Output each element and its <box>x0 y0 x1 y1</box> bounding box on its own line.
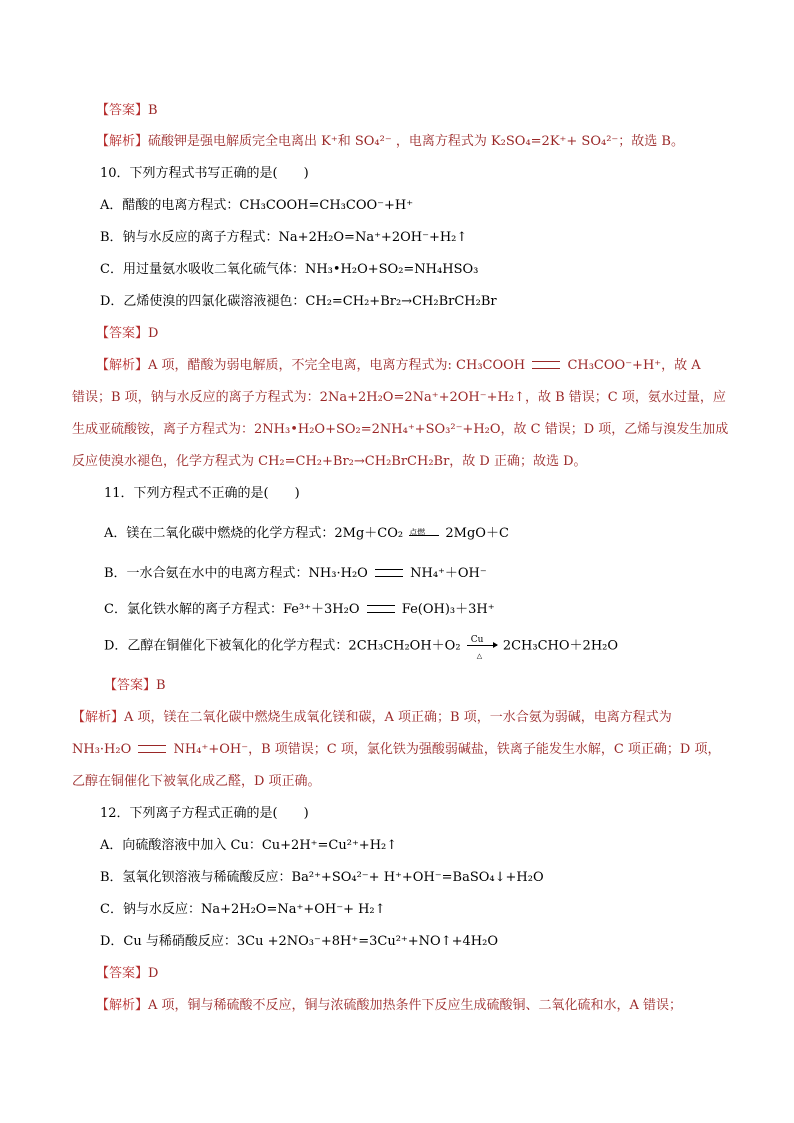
q10-option-d: D．乙烯使溴的四氯化碳溶液褪色：CH₂=CH₂+Br₂→CH₂BrCH₂Br <box>100 294 497 309</box>
q9-analysis <box>96 132 684 152</box>
q9-answer <box>96 101 158 121</box>
analysis-text: A 项，醋酸为弱电解质，不完全电离，电离方程式为: CH₃COOH <box>148 358 526 373</box>
heat-label: △ <box>476 652 483 660</box>
analysis-tag: 【解析】 <box>72 710 125 725</box>
equilibrium-arrow-icon <box>375 569 403 577</box>
q11-stem: 11．下列方程式不正确的是( ) <box>104 486 300 501</box>
answer-tag: 【答案】 <box>96 326 149 341</box>
q11-option-a <box>104 524 509 544</box>
q11-answer <box>104 676 166 696</box>
answer-value: B <box>156 678 166 693</box>
analysis-text: NH₄⁺+OH⁻，B 项错误；C 项，氯化铁为强酸弱碱盐，铁离子能发生水解，C 项正确；D 项， <box>173 742 721 757</box>
q12-analysis-line-1 <box>96 996 682 1016</box>
q11-option-d <box>104 635 619 660</box>
equation-right: NH₄⁺＋OH⁻ <box>410 566 487 581</box>
analysis-text: A 项，镁在二氧化碳中燃烧生成氧化镁和碳，A 项正确；B 项，一水合氨为弱碱，电离方程式为 <box>124 710 672 725</box>
q12-option-d: D．Cu 与稀硝酸反应：3Cu +2NO₃⁻+8H⁺=3Cu²⁺+NO↑+4H₂O <box>100 934 498 949</box>
catalyst-label: Cu <box>470 635 484 645</box>
q12-option-c: C．钠与水反应：Na+2H₂O=Na⁺+OH⁻+ H₂↑ <box>100 902 386 917</box>
answer-tag: 【答案】 <box>96 966 149 981</box>
q12-option-a: A．向硫酸溶液中加入 Cu：Cu+2H⁺=Cu²⁺+H₂↑ <box>100 838 398 853</box>
equilibrium-arrow-icon <box>138 745 166 753</box>
q12-option-b: B．氢氧化钡溶液与稀硫酸反应：Ba²⁺+SO₄²⁻+ H⁺+OH⁻=BaSO₄↓+H₂O <box>100 870 544 885</box>
equilibrium-arrow-icon <box>367 605 395 613</box>
condition-label: 点燃 <box>409 527 426 537</box>
equation-left: B．一水合氨在水中的电离方程式：NH₃·H₂O <box>104 566 368 581</box>
q11-analysis-line-2 <box>72 740 720 760</box>
answer-value: B <box>148 103 158 118</box>
q10-stem: 10．下列方程式书写正确的是( ) <box>100 166 309 181</box>
q10-analysis-line-4: 反应使溴水褪色，化学方程式为 CH₂=CH₂+Br₂→CH₂BrCH₂Br，故 D 正确；故选 D。 <box>72 454 587 469</box>
equation-left: NH₃·H₂O <box>72 742 132 757</box>
answer-value: D <box>148 966 159 981</box>
q10-answer <box>96 324 158 344</box>
analysis-tag: 【解析】 <box>96 134 149 149</box>
q10-option-a: A．醋酸的电离方程式：CH₃COOH=CH₃COO⁻+H⁺ <box>100 198 414 213</box>
q10-analysis-line-1 <box>72 356 701 376</box>
q10-analysis-line-2: 错误；B 项，钠与水反应的离子方程式为：2Na+2H₂O=2Na⁺+2OH⁻+H₂↑，故 B 错误；C 项，氨水过量，应 <box>72 390 726 405</box>
analysis-tag: 【解析】 <box>96 998 149 1013</box>
answer-tag: 【答案】 <box>104 678 157 693</box>
condition-arrow <box>467 635 497 660</box>
equation-left: D．乙醇在铜催化下被氧化的化学方程式：2CH₃CH₂OH＋O₂ <box>104 638 461 654</box>
answer-value: D <box>148 326 159 341</box>
q11-analysis-line-3: 乙醇在铜催化下被氧化成乙醛，D 项正确。 <box>72 774 321 789</box>
q10-analysis-line-3: 生成亚硫酸铵，离子方程式为：2NH₃•H₂O+SO₂=2NH₄⁺+SO₃²⁻+H₂O，故 C 错误；D 项，乙烯与溴发生加成 <box>72 422 729 437</box>
equation-left: C．氯化铁水解的离子方程式：Fe³⁺＋3H₂O <box>104 602 360 617</box>
analysis-text: CH₃COO⁻+H⁺，故 A <box>567 358 701 373</box>
q10-option-b: B．钠与水反应的离子方程式：Na+2H₂O=Na⁺+2OH⁻+H₂↑ <box>100 230 468 245</box>
condition-arrow <box>409 529 439 539</box>
q11-option-c <box>104 600 495 620</box>
equation-left: A．镁在二氧化碳中燃烧的化学方程式：2Mg＋CO₂ <box>104 526 404 541</box>
equation-right: Fe(OH)₃＋3H⁺ <box>401 602 495 617</box>
q12-stem: 12．下列离子方程式正确的是( ) <box>100 806 309 821</box>
analysis-tag: 【解析】 <box>96 358 149 373</box>
equation-right: 2MgO＋C <box>445 526 509 541</box>
q12-answer <box>96 964 158 984</box>
q10-option-c: C．用过量氨水吸收二氧化硫气体：NH₃•H₂O+SO₂=NH₄HSO₃ <box>100 262 479 277</box>
q11-analysis-line-1 <box>72 708 672 728</box>
analysis-text: 硫酸钾是强电解质完全电离出 K⁺和 SO₄²⁻ ，电离方程式为 K₂SO₄=2K⁺+ SO₄²⁻；故选 B。 <box>148 134 684 149</box>
answer-tag: 【答案】 <box>96 103 149 118</box>
equation-right: 2CH₃CHO＋2H₂O <box>502 638 619 654</box>
analysis-text: A 项，铜与稀硫酸不反应，铜与浓硫酸加热条件下反应生成硫酸铜、二氧化硫和水，A 错误； <box>148 998 683 1013</box>
q11-option-b <box>104 564 487 584</box>
equilibrium-arrow-icon <box>532 361 560 369</box>
